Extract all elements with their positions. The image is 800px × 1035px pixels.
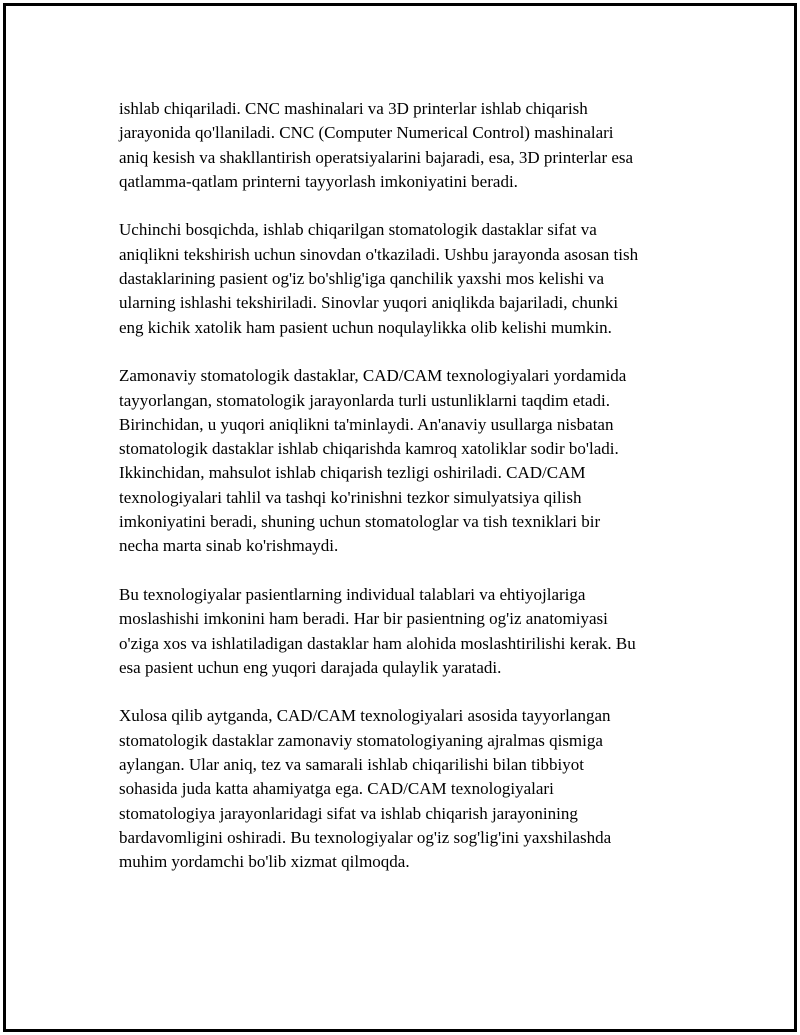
text-line: stomatologik dastaklar zamonaviy stomatologiyaning ajralmas qismiga: [119, 730, 603, 750]
text-line: imkoniyatini beradi, shuning uchun stomatologlar va tish texniklari bir: [119, 512, 601, 532]
text-line: ishlab chiqariladi. CNC mashinalari va 3D printerlar ishlab chiqarish: [119, 99, 588, 118]
text-line: bardavomligini oshiradi. Bu texnologiyalar og'iz sog'lig'ini yaxshilashda: [119, 827, 612, 847]
text-line: Ikkinchidan, mahsulot ishlab chiqarish tezligi oshiriladi. CAD/CAM: [119, 463, 586, 483]
text-line: aylangan. Ular aniq, tez va samarali ishlab chiqarilishi bilan tibbiyot: [119, 755, 585, 775]
text-line: aniq kesish va shakllantirish operatsiyalarini bajaradi, esa, 3D printerlar esa: [119, 147, 634, 167]
text-line: eng kichik xatolik ham pasient uchun noqulaylikka olib kelishi mumkin.: [119, 317, 612, 337]
text-line: Uchinchi bosqichda, ishlab chiqarilgan stomatologik dastaklar sifat va: [119, 220, 597, 240]
text-line: qatlamma-qatlam printerni tayyorlash imkoniyatini beradi.: [119, 171, 518, 191]
text-line: Xulosa qilib aytganda, CAD/CAM texnologiyalari asosida tayyorlangan: [119, 706, 611, 726]
text-line: Birinchidan, u yuqori aniqlikni ta'minlaydi. An'anaviy usullarga nisbatan: [119, 414, 614, 434]
page-frame: [3, 3, 797, 1032]
text-line: dastaklarining pasient og'iz bo'shlig'iga qanchilik yaxshi mos kelishi va: [119, 269, 605, 289]
text-line: sohasida juda katta ahamiyatga ega. CAD/CAM texnologiyalari: [119, 779, 554, 799]
paragraph-3: [119, 364, 719, 558]
text-line: stomatologik dastaklar ishlab chiqarishda kamroq xatoliklar sodir bo'ladi.: [119, 439, 619, 459]
paragraph-2: [119, 218, 719, 339]
text-line: Zamonaviy stomatologik dastaklar, CAD/CAM texnologiyalari yordamida: [119, 366, 627, 386]
paragraph-4: [119, 583, 719, 680]
text-line: moslashishi imkonini ham beradi. Har bir pasientning og'iz anatomiyasi: [119, 609, 608, 629]
text-line: o'ziga xos va ishlatiladigan dastaklar ham alohida moslashtirilishi kerak. Bu: [119, 633, 636, 653]
text-line: tayyorlangan, stomatologik jarayonlarda turli ustunliklarni taqdim etadi.: [119, 390, 610, 410]
paragraph-1: [119, 97, 719, 194]
text-line: esa pasient uchun eng yuqori darajada qulaylik yaratadi.: [119, 657, 502, 677]
text-line: aniqlikni tekshirish uchun sinovdan o'tkaziladi. Ushbu jarayonda asosan tish: [119, 244, 639, 264]
text-line: necha marta sinab ko'rishmaydi.: [119, 536, 339, 556]
paragraph-5: [119, 704, 719, 874]
text-line: jarayonida qo'llaniladi. CNC (Computer Numerical Control) mashinalari: [119, 123, 614, 143]
document-body: [119, 97, 719, 899]
text-line: muhim yordamchi bo'lib xizmat qilmoqda.: [119, 852, 410, 872]
text-line: Bu texnologiyalar pasientlarning individual talablari va ehtiyojlariga: [119, 584, 586, 604]
text-line: ularning ishlashi tekshiriladi. Sinovlar yuqori aniqlikda bajariladi, chunki: [119, 293, 619, 313]
text-line: texnologiyalari tahlil va tashqi ko'rinishni tezkor simulyatsiya qilish: [119, 487, 582, 507]
text-line: stomatologiya jarayonlaridagi sifat va ishlab chiqarish jarayonining: [119, 803, 578, 823]
